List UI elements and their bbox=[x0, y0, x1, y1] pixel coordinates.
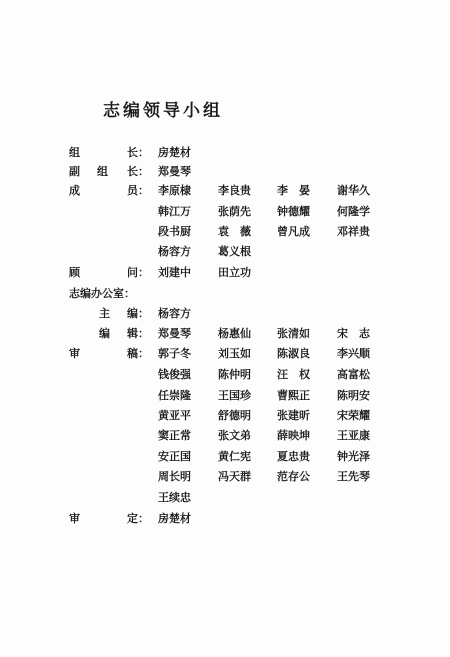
editor-name: 张清如 bbox=[277, 327, 310, 340]
reviewer-name: 周长明 bbox=[158, 470, 191, 483]
reviewer-name: 汪 权 bbox=[277, 368, 310, 381]
role-reviewers-char2: 稿： bbox=[127, 347, 149, 360]
role-advisors-char2: 问： bbox=[127, 266, 149, 279]
reviewer-name: 夏忠贵 bbox=[277, 450, 310, 463]
role-vice-char3: 长： bbox=[127, 165, 149, 178]
member-name: 谢华久 bbox=[337, 184, 370, 197]
editor-name: 郑曼琴 bbox=[158, 327, 191, 340]
member-name: 杨容方 bbox=[158, 245, 191, 258]
reviewer-name: 王先琴 bbox=[337, 470, 370, 483]
member-name: 邓祥贵 bbox=[337, 225, 370, 238]
member-name: 钟德耀 bbox=[277, 205, 310, 218]
page-title: 志编领导小组 bbox=[103, 101, 223, 121]
role-approval-char1: 审 bbox=[69, 512, 80, 525]
reviewer-name: 王国珍 bbox=[218, 389, 251, 402]
advisor-name: 田立功 bbox=[218, 266, 251, 279]
reviewer-name: 张建昕 bbox=[277, 409, 310, 422]
reviewer-name: 窦正常 bbox=[158, 429, 191, 442]
member-name: 葛义根 bbox=[218, 245, 251, 258]
role-members-char1: 成 bbox=[69, 184, 80, 197]
role-leader-char1: 组 bbox=[69, 146, 80, 159]
role-reviewers-char1: 审 bbox=[69, 347, 80, 360]
reviewer-name: 范存公 bbox=[277, 470, 310, 483]
vice-leader-name: 郑曼琴 bbox=[158, 165, 191, 178]
role-vice-char2: 组 bbox=[97, 165, 108, 178]
reviewer-name: 陈仲明 bbox=[218, 368, 251, 381]
role-chief-editor-char2: 编： bbox=[127, 307, 149, 320]
reviewer-name: 陈明安 bbox=[337, 389, 370, 402]
reviewer-name: 钱俊强 bbox=[158, 368, 191, 381]
role-members-char2: 员： bbox=[127, 184, 149, 197]
reviewer-name: 舒德明 bbox=[218, 409, 251, 422]
reviewer-name: 陈淑良 bbox=[277, 347, 310, 360]
reviewer-name: 黄亚平 bbox=[158, 409, 191, 422]
chief-editor-name: 杨容方 bbox=[158, 307, 191, 320]
member-name: 李原棣 bbox=[158, 184, 191, 197]
reviewer-name: 张文弟 bbox=[218, 429, 251, 442]
reviewer-name: 李兴顺 bbox=[337, 347, 370, 360]
office-heading: 志编办公室： bbox=[69, 287, 135, 300]
role-editors-char1: 编 bbox=[99, 327, 110, 340]
reviewer-name: 王亚康 bbox=[337, 429, 370, 442]
member-name: 李良贵 bbox=[218, 184, 251, 197]
reviewer-name: 任崇隆 bbox=[158, 389, 191, 402]
editor-name: 杨惠仙 bbox=[218, 327, 251, 340]
role-vice-char1: 副 bbox=[69, 165, 80, 178]
reviewer-name: 高富松 bbox=[337, 368, 370, 381]
leader-name: 房楚材 bbox=[158, 146, 191, 159]
member-name: 袁 薇 bbox=[218, 225, 251, 238]
reviewer-name: 薛映坤 bbox=[277, 429, 310, 442]
reviewer-name: 安正国 bbox=[158, 450, 191, 463]
role-chief-editor-char1: 主 bbox=[99, 307, 110, 320]
role-advisors-char1: 顾 bbox=[69, 266, 80, 279]
reviewer-name: 郭子冬 bbox=[158, 347, 191, 360]
reviewer-name: 宋荣耀 bbox=[337, 409, 370, 422]
member-name: 张荫先 bbox=[218, 205, 251, 218]
reviewer-name: 钟光泽 bbox=[337, 450, 370, 463]
member-name: 段书厨 bbox=[158, 225, 191, 238]
approval-name: 房楚材 bbox=[158, 512, 191, 525]
role-leader-char2: 长： bbox=[127, 146, 149, 159]
member-name: 韩江万 bbox=[158, 205, 191, 218]
reviewer-name: 王续忠 bbox=[158, 491, 191, 504]
member-name: 曾凡成 bbox=[277, 225, 310, 238]
member-name: 何隆学 bbox=[337, 205, 370, 218]
role-editors-char2: 辑： bbox=[127, 327, 149, 340]
advisor-name: 刘建中 bbox=[158, 266, 191, 279]
reviewer-name: 黄仁宪 bbox=[218, 450, 251, 463]
reviewer-name: 刘玉如 bbox=[218, 347, 251, 360]
editor-name: 宋 志 bbox=[337, 327, 370, 340]
reviewer-name: 曹熙正 bbox=[277, 389, 310, 402]
role-approval-char2: 定： bbox=[127, 512, 149, 525]
reviewer-name: 冯天群 bbox=[218, 470, 251, 483]
member-name: 李 晏 bbox=[277, 184, 310, 197]
